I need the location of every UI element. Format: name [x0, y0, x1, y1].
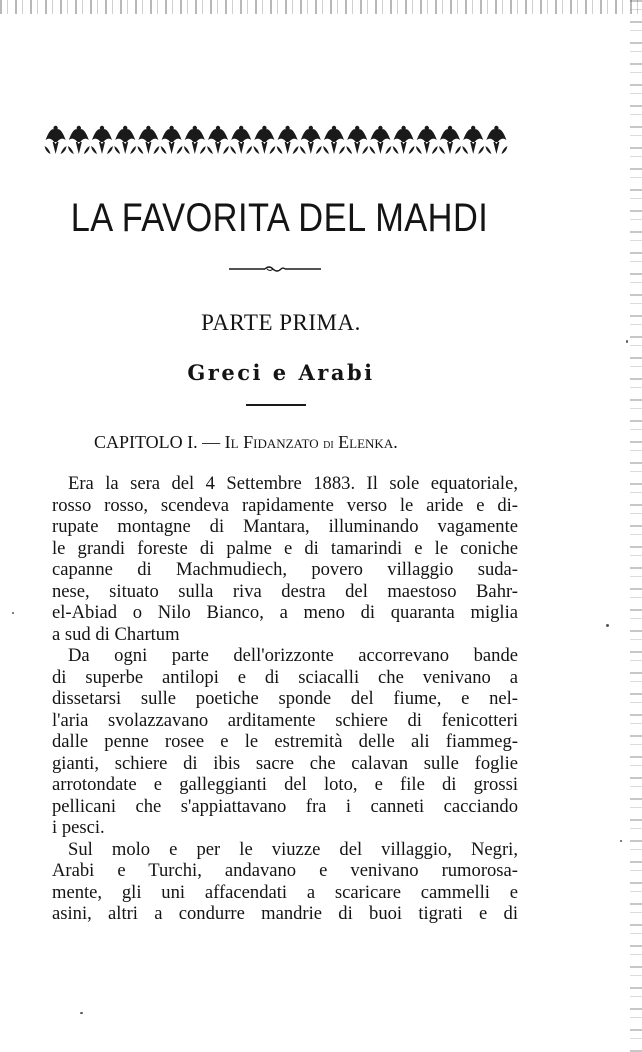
- scan-speck: [620, 840, 622, 842]
- chapter-name-word: di: [323, 437, 334, 452]
- text-line: nese, situato sulla riva destra del maestoso Bahr-: [52, 580, 518, 602]
- subtitle-divider: [246, 404, 306, 406]
- text-line: gianti, schiere di ibis sacre che calavan sulle foglie: [52, 752, 518, 774]
- text-line: Era la sera del 4 Settembre 1883. Il sole equatoriale,: [68, 473, 518, 494]
- text-line: arrotondate e galleggianti del loto, e file di grossi: [52, 774, 518, 795]
- paragraph: [52, 839, 518, 925]
- text-line: Sul molo e per le viuzze del villaggio, Negri,: [68, 838, 518, 860]
- text-line: mente, gli uni affacendati a scaricare cammelli e: [52, 881, 518, 903]
- ornament-unit: [184, 126, 206, 154]
- text-line: di superbe antilopi e di sciacalli che venivano a: [52, 666, 518, 688]
- text-line: capanne di Machmudiech, povero villaggio suda-: [52, 559, 518, 580]
- ornament-unit: [300, 126, 322, 154]
- ornament-unit: [230, 126, 252, 154]
- ornament-unit: [485, 126, 507, 154]
- ornament-unit: [91, 126, 113, 154]
- chapter-heading: [94, 432, 398, 453]
- ornament-unit: [68, 126, 90, 154]
- chapter-name-word: Il: [224, 432, 239, 452]
- ornament-unit: [439, 126, 461, 154]
- scan-speck: [626, 340, 628, 343]
- ornament-unit: [346, 126, 368, 154]
- ornament-band: [44, 122, 508, 156]
- text-line: rosso rosso, scendeva rapidamente verso le aride e di-: [52, 494, 518, 516]
- chapter-name-word: Fidanzato: [243, 432, 319, 452]
- ornament-unit: [161, 126, 183, 154]
- text-line: Arabi e Turchi, andavano e venivano rumorosa-: [52, 860, 518, 881]
- part-heading: PARTE PRIMA.: [201, 310, 361, 335]
- ornament-unit: [393, 126, 415, 154]
- ornament-unit: [369, 126, 391, 154]
- page-right-edge: [630, 0, 642, 1052]
- ornament-unit: [137, 126, 159, 154]
- text-line: l'aria svolazzavano arditamente schiere di fenicotteri: [52, 709, 518, 731]
- paragraph: [52, 473, 518, 645]
- text-line: i pesci.: [52, 817, 105, 838]
- ornament-unit: [277, 126, 299, 154]
- ornament-unit: [416, 126, 438, 154]
- text-line: asini, altri a condurre mandrie di buoi tigrati e di: [52, 903, 518, 924]
- text-line: Da ogni parte dell'orizzonte accorrevano bande: [68, 645, 518, 666]
- ornament-unit: [114, 126, 136, 154]
- text-line: dalle penne rosee e le estremità delle ali fiammeg-: [52, 731, 518, 752]
- ornament-unit: [323, 126, 345, 154]
- scan-speck: [12, 612, 14, 614]
- page-top-edge: [0, 0, 642, 14]
- ornament-unit: [45, 126, 67, 154]
- text-line: a sud di Chartum: [52, 623, 180, 645]
- scan-speck: [80, 1012, 83, 1014]
- book-title: LA FAVORITA DEL MAHDI: [70, 196, 489, 240]
- ornament-unit: [207, 126, 229, 154]
- text-line: le grandi foreste di palme e di tamarindi e le coniche: [52, 537, 518, 559]
- chapter-number: CAPITOLO I. —: [94, 432, 221, 452]
- text-line: dissetarsi sulle poetiche sponde del fiume, e nel-: [52, 688, 518, 709]
- ornament-unit: [462, 126, 484, 154]
- scan-speck: [606, 624, 609, 627]
- text-line: el-Abiad o Nilo Bianco, a meno di quaranta miglia: [52, 602, 518, 623]
- text-line: rupate montagne di Mantara, illuminando vagamente: [52, 516, 518, 537]
- text-line: pellicani che s'appiattavano fra i canneti cacciando: [52, 795, 518, 817]
- part-subtitle: Greci e Arabi: [187, 360, 375, 385]
- title-divider-ornament: [229, 264, 321, 274]
- ornament-unit: [253, 126, 275, 154]
- chapter-name-word: Elenka.: [338, 432, 398, 452]
- paragraph: [52, 645, 518, 839]
- chapter-body: [52, 473, 518, 925]
